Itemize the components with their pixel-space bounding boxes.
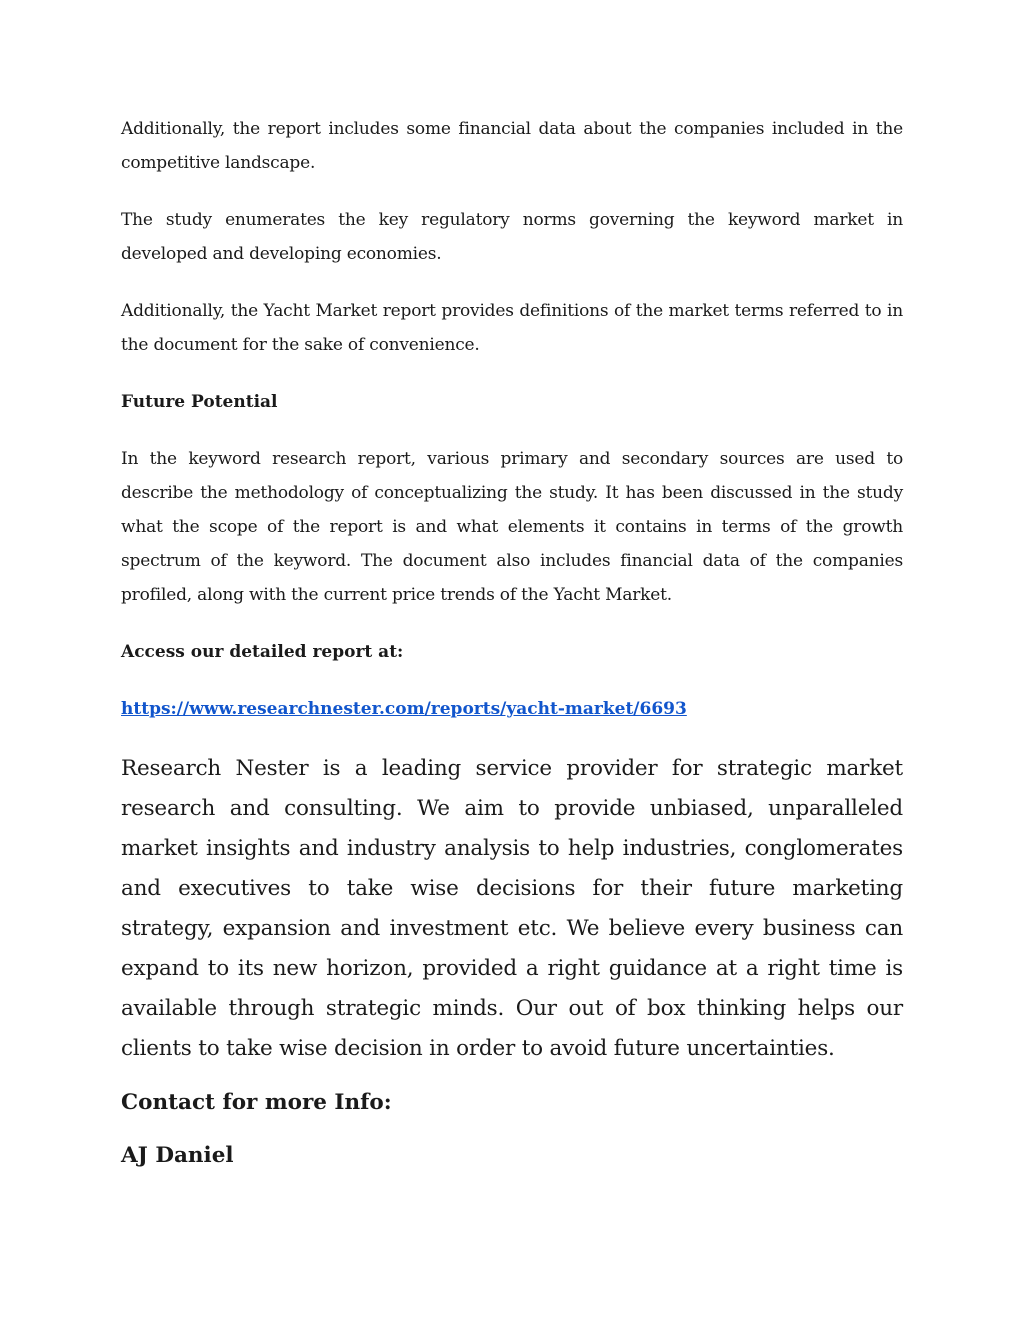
paragraph-definitions: Additionally, the Yacht Market report provides definitions of the market terms referred to in the document for the sake of convenience. xyxy=(121,301,903,355)
heading-access-report: Access our detailed report at: xyxy=(121,642,404,662)
paragraph-about-company: Research Nester is a leading service provider for strategic market research and consulting. We aim to provide unbiased, unparalleled market insights and industry analysis to help industries, conglomerates and executives to take wise decisions for their future marketing strategy, expansion and investment etc. We believe every business can expand to its new horizon, provided a right guidance at a right time is available through strategic minds. Our out of box thinking helps our clients to take wise decision in order to avoid future uncertainties. xyxy=(121,756,903,1061)
paragraph-financial-data: Additionally, the report includes some financial data about the companies included in the competitive landscape. xyxy=(121,119,903,173)
report-link[interactable]: https://www.researchnester.com/reports/yacht-market/6693 xyxy=(121,699,687,719)
heading-future-potential: Future Potential xyxy=(121,392,278,412)
paragraph-future-potential: In the keyword research report, various primary and secondary sources are used to describe the methodology of conceptualizing the study. It has been discussed in the study what the scope of the report is and what elements it contains in terms of the growth spectrum of the keyword. The document also includes financial data of the companies profiled, along with the current price trends of the Yacht Market. xyxy=(121,449,903,605)
contact-name: AJ Daniel xyxy=(121,1143,234,1168)
report-link-line xyxy=(121,692,903,726)
heading-contact: Contact for more Info: xyxy=(121,1090,392,1115)
document-page xyxy=(121,112,903,1189)
paragraph-regulatory-norms: The study enumerates the key regulatory norms governing the keyword market in developed and developing economies. xyxy=(121,210,903,264)
